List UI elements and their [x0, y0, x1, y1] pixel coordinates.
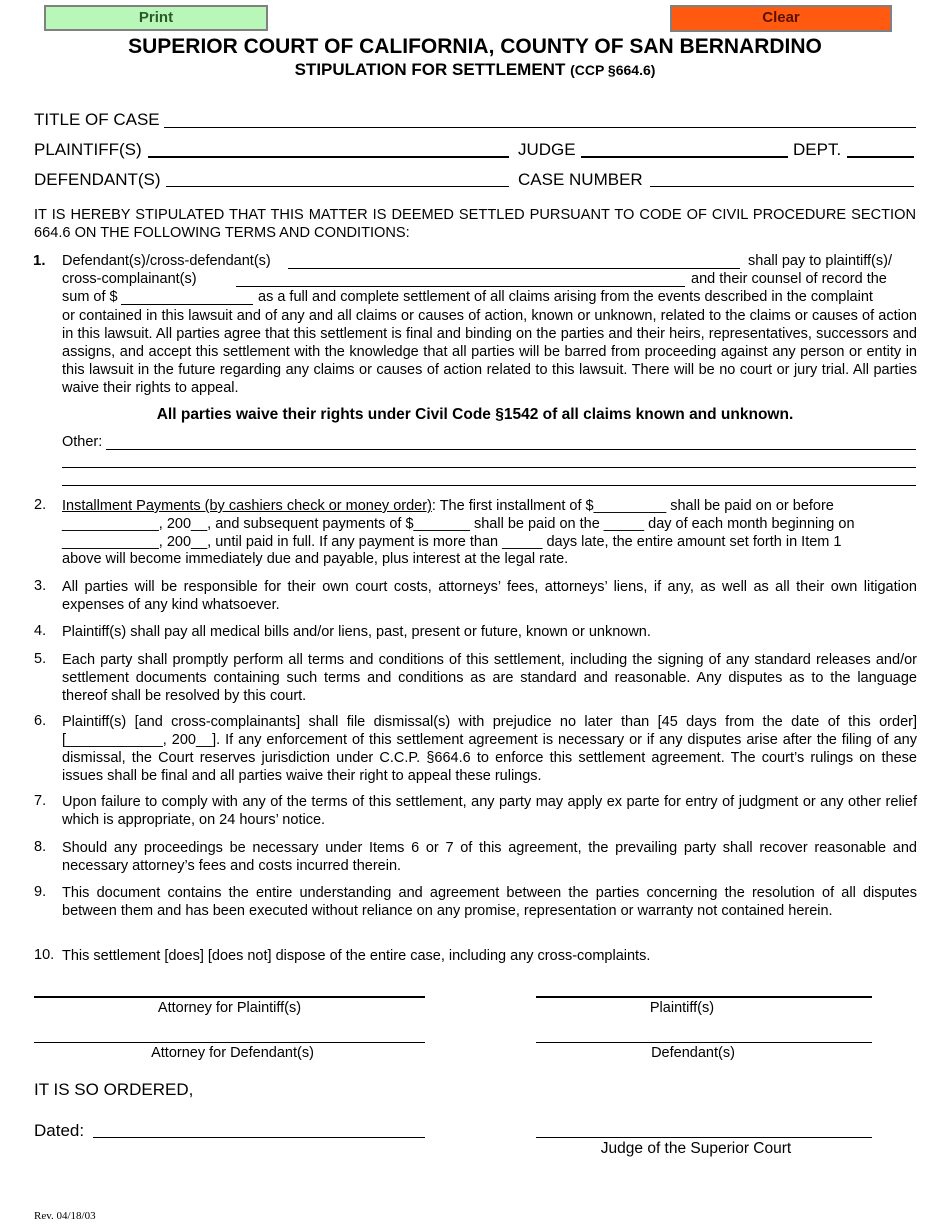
- item-2-line-2: ____________, 200__, and subsequent payments of $_______ shall be paid on the _____ day of each month beginning on: [62, 516, 855, 532]
- form-title-text: STIPULATION FOR SETTLEMENT: [294, 60, 566, 79]
- item-7-text: Upon failure to comply with any of the terms of this settlement, any party may apply ex parte for entry of judgment or any other relief which is appropriate, on 24 hours’ notice.: [62, 794, 917, 828]
- item-10-text: This settlement [does] [does not] dispose of the entire case, including any cross-complaints.: [62, 948, 651, 964]
- item-1-number: 1.: [33, 252, 46, 269]
- code-reference: (CCP §664.6): [570, 62, 656, 78]
- civil-code-waiver: All parties waive their rights under Civil Code §1542 of all claims known and unknown.: [156, 406, 794, 423]
- title-of-case-label: TITLE OF CASE: [34, 110, 160, 129]
- item-5-text: Each party shall promptly perform all terms and conditions of this settlement, including the signing of any standard releases and/or settlement documents containing such terms and conditions as are standard and reasonable. Any disputes as to the language thereof shall be resolved by this court.: [62, 652, 917, 704]
- item-2-line-4: above will become immediately due and payable, plus interest at the legal rate.: [62, 551, 569, 567]
- other-label: Other:: [62, 434, 103, 450]
- item-1-counsel-text: and their counsel of record the: [691, 271, 887, 287]
- item-1-defendant-label: Defendant(s)/cross-defendant(s): [62, 253, 271, 269]
- dept-field[interactable]: [847, 156, 914, 158]
- item-2-line-1: [62, 497, 922, 515]
- other-field-line-1[interactable]: [106, 449, 916, 450]
- plaintiffs-field[interactable]: [148, 156, 509, 158]
- print-button[interactable]: Print: [44, 5, 268, 31]
- item-1-settlement-text: as a full and complete settlement of all claims arising from the events described in the complaint: [258, 289, 873, 305]
- dated-label: Dated:: [34, 1121, 85, 1140]
- dept-label: DEPT.: [793, 140, 842, 159]
- item-1-sum-label: sum of $: [62, 289, 118, 305]
- defendant-label: Defendant(s): [651, 1045, 735, 1061]
- item-2-number: 2.: [34, 497, 47, 513]
- item-8-number: 8.: [34, 839, 47, 855]
- form-title: [0, 60, 950, 80]
- plaintiffs-label: PLAINTIFF(S): [34, 140, 142, 159]
- judge-signature-label: Judge of the Superior Court: [600, 1140, 792, 1157]
- dated-field[interactable]: [93, 1137, 425, 1138]
- defendants-label: DEFENDANT(S): [34, 170, 161, 189]
- item-1-sum-field[interactable]: [121, 304, 253, 305]
- so-ordered-text: IT IS SO ORDERED,: [34, 1080, 194, 1099]
- item-4-text: Plaintiff(s) shall pay all medical bills and/or liens, past, present or future, known or unknown.: [62, 624, 651, 640]
- court-title: SUPERIOR COURT OF CALIFORNIA, COUNTY OF SAN BERNARDINO: [128, 35, 822, 58]
- defendant-signature-line[interactable]: [536, 1042, 872, 1043]
- judge-label: JUDGE: [518, 140, 576, 159]
- item-9-number: 9.: [34, 884, 47, 900]
- item-10-number: 10.: [34, 947, 55, 963]
- intro-paragraph: IT IS HEREBY STIPULATED THAT THIS MATTER IS DEEMED SETTLED PURSUANT TO CODE OF CIVIL PROCEDURE SECTION 664.6 ON THE FOLLOWING TERMS AND CONDITIONS:: [34, 207, 916, 241]
- case-number-field[interactable]: [650, 186, 914, 187]
- item-4-number: 4.: [34, 623, 47, 639]
- item-1-defendant-field[interactable]: [288, 268, 740, 269]
- item-6-text: Plaintiff(s) [and cross-complainants] shall file dismissal(s) with prejudice no later than [45 days from the date of this order] [____________, 200__]. If any enforcement of this settlement agreement is necessary or if any disputes arise after the filing of any dismissal, the Court reserves jurisdiction under C.C.P. §664.6 to enforce this settlement agreement. The court’s rulings on these issues shall be final and all parties waive their right to appeal these rulings.: [62, 714, 917, 784]
- attorney-defendant-label: Attorney for Defendant(s): [151, 1045, 314, 1061]
- item-1-body: or contained in this lawsuit and of any and all claims or causes of action, known or unknown, related to the claims or causes of action in this lawsuit. All parties agree that this settlement is final and binding on the parties and their heirs, representatives, successors and assigns, and accept this settlement with the knowledge that all parties will be barred from proceeding against any person or entity in this lawsuit in the future regarding any claims or causes of action related to this lawsuit. There will be no court or jury trial. All parties waive their rights to appeal.: [62, 308, 917, 396]
- item-3-number: 3.: [34, 578, 47, 594]
- item-1-plaintiff-field[interactable]: [236, 286, 685, 287]
- item-8-text: Should any proceedings be necessary under Items 6 or 7 of this agreement, the prevailing party shall recover reasonable and necessary attorney’s fees and costs incurred therein.: [62, 840, 917, 874]
- item-1-shall-pay-text: shall pay to plaintiff(s)/: [748, 253, 892, 269]
- item-2-line-1-text: : The first installment of $_________ shall be paid on or before: [431, 498, 834, 514]
- plaintiff-signature-line[interactable]: [536, 996, 872, 998]
- item-1-plaintiff-label: cross-complainant(s): [62, 271, 197, 287]
- title-of-case-field[interactable]: [164, 127, 916, 128]
- item-6-number: 6.: [34, 713, 47, 729]
- item-5-number: 5.: [34, 651, 47, 667]
- defendants-field[interactable]: [166, 186, 509, 187]
- item-2-line-3: ____________, 200__, until paid in full. If any payment is more than _____ days late, the entire amount set forth in Item 1: [62, 534, 842, 550]
- attorney-defendant-signature-line[interactable]: [34, 1042, 425, 1043]
- other-field-line-2[interactable]: [62, 467, 916, 468]
- item-3-text: All parties will be responsible for their own court costs, attorneys’ fees, attorneys’ liens, if any, as well as all their own litigation expenses of any kind whatsoever.: [62, 579, 917, 613]
- item-7-number: 7.: [34, 793, 47, 809]
- judge-field[interactable]: [581, 156, 788, 158]
- case-number-label: CASE NUMBER: [518, 170, 643, 189]
- attorney-plaintiff-label: Attorney for Plaintiff(s): [157, 1000, 302, 1016]
- revision-date: Rev. 04/18/03: [34, 1210, 96, 1222]
- attorney-plaintiff-signature-line[interactable]: [34, 996, 425, 998]
- item-9-text: This document contains the entire understanding and agreement between the parties concerning the resolution of all disputes between them and has been executed without reliance on any promise, representation or warranty not contained herein.: [62, 885, 917, 919]
- clear-button[interactable]: Clear: [670, 5, 892, 32]
- item-2-body: [62, 497, 922, 551]
- judge-signature-line[interactable]: [536, 1137, 872, 1138]
- item-2-heading: Installment Payments (by cashiers check or money order): [62, 498, 432, 514]
- plaintiff-label: Plaintiff(s): [649, 1000, 715, 1016]
- other-field-line-3[interactable]: [62, 485, 916, 486]
